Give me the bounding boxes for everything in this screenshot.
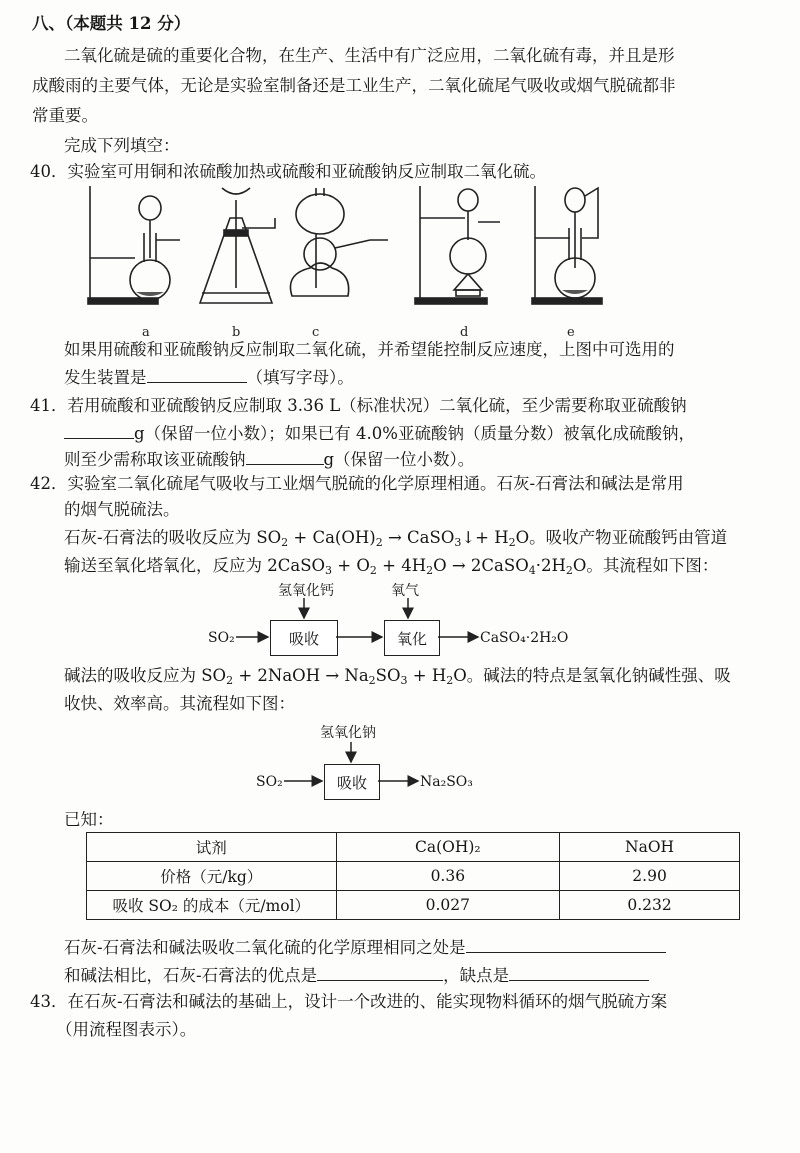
q42-l3a: 石灰-石膏法的吸收反应为 SO xyxy=(64,528,282,547)
table-header-cell: 试剂 xyxy=(87,833,337,862)
section-number: 八、 xyxy=(32,14,65,33)
q42-question-b-text-2: ，缺点是 xyxy=(443,966,510,985)
q42-l4a: 输送至氧化塔氧化，反应为 2CaSO xyxy=(64,556,326,575)
q40-text: 实验室可用铜和浓硫酸加热或硫酸和亚硫酸钠反应制取二氧化硫。 xyxy=(67,162,546,181)
q43-line-1 xyxy=(30,990,667,1014)
q42-l4e: ·2H xyxy=(535,556,566,575)
q42-l5e: O。碱法的特点是氢氧化钠碱性强、吸 xyxy=(453,666,731,685)
q42-question-a xyxy=(64,934,666,960)
cost-table xyxy=(86,832,740,920)
q42-l3d: ↓+ H xyxy=(461,528,509,547)
label-d: d xyxy=(460,325,469,338)
table-cell: 2.90 xyxy=(560,862,740,891)
intro-line-3: 常重要。 xyxy=(32,106,98,125)
q42-question-b-text-1: 和碱法相比，石灰-石膏法的优点是 xyxy=(64,966,318,985)
table-cell: 吸收 SO₂ 的成本（元/mol） xyxy=(87,891,337,920)
label-e: e xyxy=(567,325,575,338)
q42-l3c: → CaSO xyxy=(382,528,455,547)
q40-line-3a: 发生装置是 xyxy=(64,368,147,387)
q42-line-2: 的烟气脱硫法。 xyxy=(64,500,180,519)
table-row xyxy=(87,891,740,920)
q42-number: 42． xyxy=(30,474,68,493)
table-cell: 0.027 xyxy=(336,891,560,920)
q42-l4f: O。其流程如下图： xyxy=(572,556,719,575)
q41-number: 41． xyxy=(30,396,68,415)
q42-answer-blank-1[interactable] xyxy=(466,934,666,953)
table-cell: 价格（元/kg） xyxy=(87,862,337,891)
table-cell: 0.36 xyxy=(336,862,560,891)
q43-number: 43． xyxy=(30,992,68,1011)
table-header-row xyxy=(87,833,740,862)
intro-line-2: 成酸雨的主要气体，无论是实验室制备还是工业生产，二氧化硫尾气吸收或烟气脱硫都非 xyxy=(32,76,676,95)
q42-l5a: 碱法的吸收反应为 SO xyxy=(64,666,227,685)
table-cell: 0.232 xyxy=(560,891,740,920)
q42-question-a-text: 石灰-石膏法和碱法吸收二氧化硫的化学原理相同之处是 xyxy=(64,938,466,957)
q42-l5b: + 2NaOH → Na xyxy=(233,666,369,685)
q43-text-1: 在石灰-石膏法和碱法的基础上，设计一个改进的、能实现物料循环的烟气脱硫方案 xyxy=(67,992,668,1011)
q42-l4c: + 4H xyxy=(376,556,427,575)
table-header-cell: NaOH xyxy=(560,833,740,862)
q42-line-5: 碱法的吸收反应为 $SO_2$ + 2NaOH → $Na_2SO_3 + H_2O$。碱法的特点是氢氧化钠碱性强、吸 xyxy=(64,666,731,687)
intro-line-1: 二氧化硫是硫的重要化合物，在生产、生活中有广泛应用，二氧化硫有毒，并且是形 xyxy=(64,46,675,65)
flow1-absorb-box: 吸收 xyxy=(270,620,338,656)
q42-question-b xyxy=(64,962,649,988)
q42-text-1: 实验室二氧化硫尾气吸收与工业烟气脱硫的化学原理相通。石灰-石膏法和碱法是常用 xyxy=(67,474,684,493)
q40-number: 40． xyxy=(30,162,68,181)
flow2-absorb-box: 吸收 xyxy=(324,764,380,800)
q43-line-2: （用流程图表示）。 xyxy=(56,1020,197,1039)
q42-answer-blank-2[interactable] xyxy=(317,962,443,981)
table-row xyxy=(87,862,740,891)
q41-text-2: g（保留一位小数）；如果已有 4.0%亚硫酸钠（质量分数）被氧化成硫酸钠， xyxy=(134,424,695,443)
flow2-input-label: SO₂ xyxy=(256,774,283,790)
table-header-cell: Ca(OH)₂ xyxy=(336,833,560,862)
flow1-oxidize-box: 氧化 xyxy=(384,620,440,656)
q41-text-3a: 则至少需称取该亚硫酸钠 xyxy=(64,450,246,469)
flow2-reagent-label: 氢氧化钠 xyxy=(320,725,376,741)
q42-answer-blank-3[interactable] xyxy=(509,962,649,981)
q42-l5c: SO xyxy=(375,666,401,685)
q40-line-3b: （填写字母）。 xyxy=(246,368,354,387)
section-points: （本题共 12 分） xyxy=(65,14,191,33)
q41-text-3b: g（保留一位小数）。 xyxy=(323,450,475,469)
label-c: c xyxy=(312,325,320,338)
q42-l3e: O。吸收产物亚硫酸钙由管道 xyxy=(515,528,728,547)
flow1-reagent-label: 氢氧化钙 xyxy=(278,583,334,599)
flow1-oxygen-label: 氧气 xyxy=(391,583,419,599)
flow1-input-label: SO₂ xyxy=(208,630,235,646)
q42-line-4: 输送至氧化塔氧化，反应为 2CaSO$_3$ + $O_2 + 4H_2O$ → $2CaSO_4\cdot 2H_2O$。其流程如下图： xyxy=(64,556,719,577)
intro-line-4: 完成下列填空： xyxy=(64,136,180,155)
q42-l5d: + H xyxy=(407,666,447,685)
label-b: b xyxy=(232,325,241,338)
q40-line-2: 如果用硫酸和亚硫酸钠反应制取二氧化硫，并希望能控制反应速度，上图中可选用的 xyxy=(64,340,675,359)
known-label: 已知： xyxy=(64,810,114,829)
flow1-output-label: CaSO₄·2H₂O xyxy=(480,630,569,646)
flow2-output-label: Na₂SO₃ xyxy=(420,774,473,790)
q42-line-6: 收快、效率高。其流程如下图： xyxy=(64,694,295,713)
q42-l3b: + Ca(OH) xyxy=(288,528,376,547)
q41-text-1: 若用硫酸和亚硫酸钠反应制取 3.36 L（标准状况）二氧化硫，至少需要称取亚硫酸钠 xyxy=(67,396,687,415)
q42-l4d: O → 2CaSO xyxy=(433,556,529,575)
q42-l4b: + O xyxy=(332,556,370,575)
q42-line-3: 石灰-石膏法的吸收反应为 $SO_2 + Ca(OH)_2$ → CaSO$_3$↓+ $H_2O$。吸收产物亚硫酸钙由管道 xyxy=(64,528,728,549)
label-a: a xyxy=(142,325,150,338)
